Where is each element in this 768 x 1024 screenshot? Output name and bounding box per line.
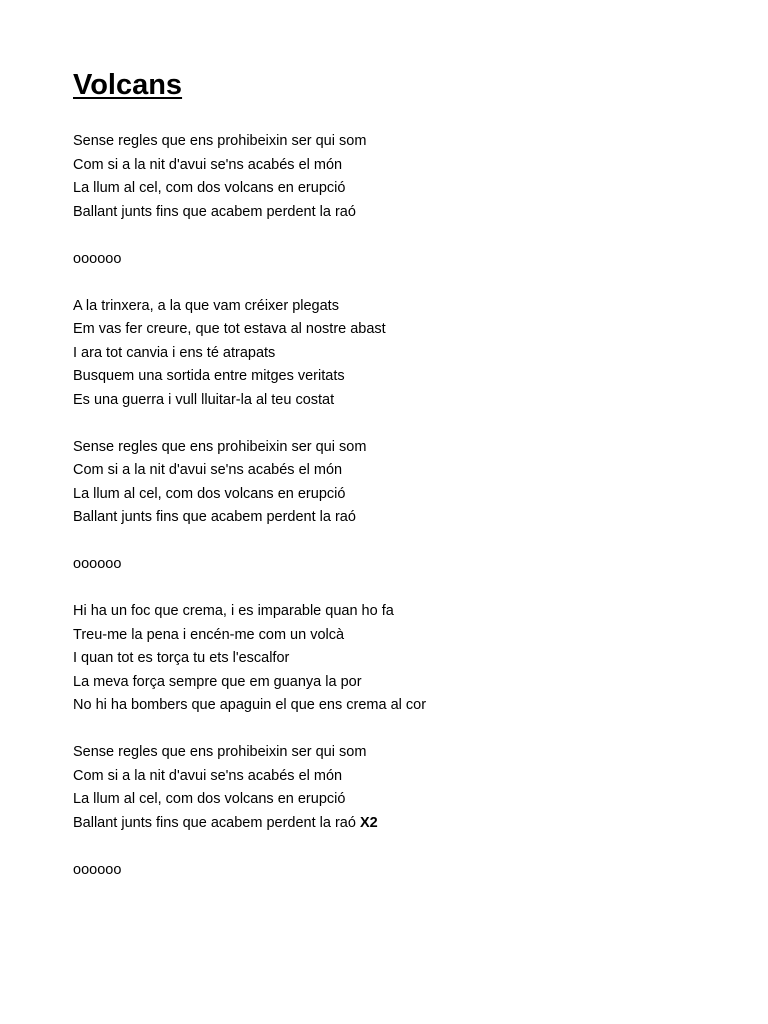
lyric-line (73, 859, 733, 883)
vocalise-line (73, 248, 733, 272)
lyrics-body (73, 130, 733, 882)
repeat-marker: X2 (359, 814, 378, 831)
lyric-line (73, 671, 733, 695)
lyric-text: Sense regles que ens prohibeixin ser qui som (73, 133, 367, 149)
lyric-line (73, 177, 733, 201)
lyric-line (73, 365, 733, 389)
lyric-line (73, 812, 733, 836)
lyric-text: Ballant junts fins que acabem perdent la raó (73, 203, 356, 220)
lyric-text: Treu-me la pena i encén-me com un volcà (73, 626, 345, 643)
lyric-line (73, 694, 733, 718)
document-title: Volcans (73, 69, 183, 101)
lyric-line (73, 765, 733, 789)
lyric-line (73, 248, 733, 272)
lyric-line (73, 389, 733, 413)
lyric-line (73, 201, 733, 225)
lyric-text: Com si a la nit d'avui se'ns acabés el món (73, 156, 343, 173)
lyric-text: oooooo (73, 250, 122, 267)
lyric-text: Com si a la nit d'avui se'ns acabés el món (73, 767, 343, 784)
lyric-line (73, 788, 733, 812)
lyric-text: No hi ha bombers que apaguin el que ens crema al cor (73, 697, 427, 713)
stanza (73, 436, 733, 530)
lyric-line (73, 436, 733, 460)
lyric-text: Busquem una sortida entre mitges veritats (73, 368, 345, 384)
stanza (73, 741, 733, 835)
lyric-line (73, 318, 733, 342)
lyric-line (73, 459, 733, 483)
lyric-text: La meva força sempre que em guanya la por (73, 673, 362, 690)
lyric-text: La llum al cel, com dos volcans en erupció (73, 485, 346, 502)
lyric-text: Com si a la nit d'avui se'ns acabés el món (73, 462, 343, 478)
lyric-line (73, 342, 733, 366)
stanza (73, 295, 733, 413)
document-page (73, 66, 733, 906)
lyric-line (73, 741, 733, 765)
lyric-line (73, 506, 733, 530)
lyric-line (73, 295, 733, 319)
lyric-line (73, 600, 733, 624)
lyric-line (73, 154, 733, 178)
lyric-line (73, 647, 733, 671)
lyric-text: Es una guerra i vull lluitar-la al teu costat (73, 391, 335, 408)
vocalise-line (73, 553, 733, 577)
lyric-text: I quan tot es torça tu ets l'escalfor (73, 650, 290, 666)
lyric-text: La llum al cel, com dos volcans en erupció (73, 180, 346, 196)
lyric-text: oooooo (73, 861, 122, 878)
lyric-text: A la trinxera, a la que vam créixer plegats (73, 297, 339, 314)
lyric-line (73, 553, 733, 577)
lyric-line (73, 624, 733, 648)
lyric-text: oooooo (73, 556, 122, 572)
lyric-text: La llum al cel, com dos volcans en erupció (73, 791, 346, 807)
lyric-line (73, 483, 733, 507)
lyric-text: Ballant junts fins que acabem perdent la raó (73, 509, 356, 525)
lyric-text: Hi ha un foc que crema, i es imparable quan ho fa (73, 603, 394, 619)
lyric-text: Sense regles que ens prohibeixin ser qui som (73, 744, 367, 760)
stanza (73, 130, 733, 224)
lyric-text: Em vas fer creure, que tot estava al nostre abast (73, 321, 386, 337)
lyric-text: I ara tot canvia i ens té atrapats (73, 344, 276, 361)
stanza (73, 600, 733, 718)
lyric-text: Sense regles que ens prohibeixin ser qui som (73, 438, 367, 455)
lyric-text: Ballant junts fins que acabem perdent la raó (73, 814, 356, 831)
vocalise-line (73, 859, 733, 883)
lyric-line (73, 130, 733, 154)
